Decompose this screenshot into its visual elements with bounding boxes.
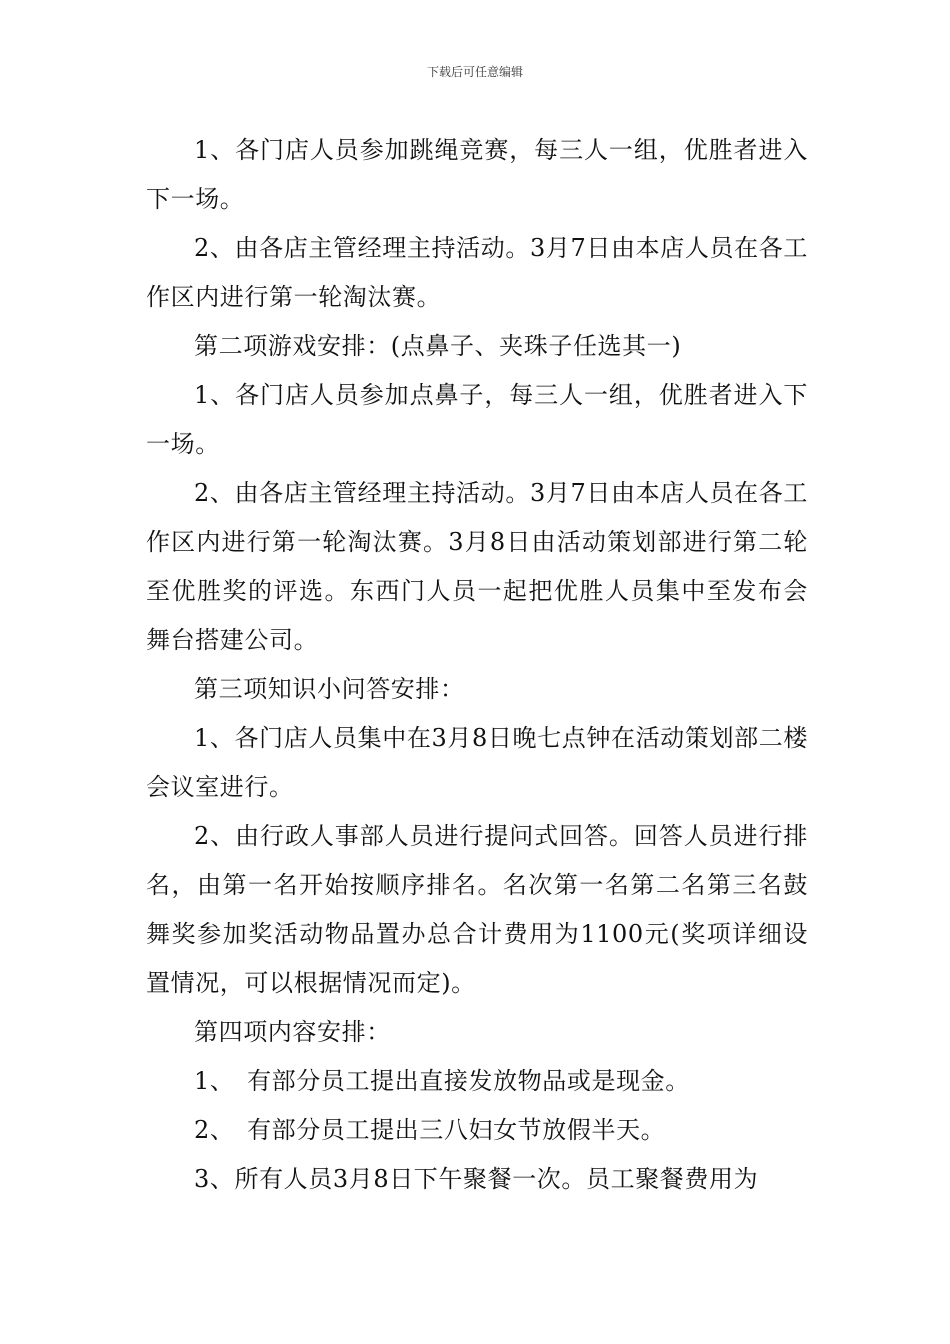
paragraph-quiz-item2: 2、由行政人事部人员进行提问式回答。回答人员进行排名，由第一名开始按顺序排名。名次第一名第二名第三名鼓舞奖参加奖活动物品置办总合计费用为1100元(奖项详细设置情况，可以根据情况而定)。 [146, 822, 808, 997]
section-heading-game2: 第二项游戏安排：(点鼻子、夹珠子任选其一) [194, 332, 682, 360]
paragraph-game1-item2: 2、由各店主管经理主持活动。3月7日由本店人员在各工作区内进行第一轮淘汰赛。 [146, 234, 808, 311]
paragraph-item4-point3: 3、所有人员3月8日下午聚餐一次。员工聚餐费用为 [194, 1165, 759, 1193]
page-header: 下载后可任意编辑 [426, 65, 523, 79]
paragraph-quiz-item1: 1、各门店人员集中在3月8日晚七点钟在活动策划部二楼会议室进行。 [146, 724, 808, 801]
document-body [146, 126, 808, 1204]
paragraph-item4-point1: 1、 有部分员工提出直接发放物品或是现金。 [194, 1067, 690, 1095]
paragraph-game1-item1: 1、各门店人员参加跳绳竞赛，每三人一组，优胜者进入下一场。 [146, 136, 808, 213]
section-heading-item4: 第四项内容安排： [194, 1018, 391, 1046]
section-heading-quiz: 第三项知识小问答安排： [194, 675, 465, 703]
paragraph-game2-item2: 2、由各店主管经理主持活动。3月7日由本店人员在各工作区内进行第一轮淘汰赛。3月8日由活动策划部进行第二轮至优胜奖的评选。东西门人员一起把优胜人员集中至发布会舞台搭建公司。 [146, 479, 808, 654]
paragraph-game2-item1: 1、各门店人员参加点鼻子，每三人一组，优胜者进入下一场。 [146, 381, 808, 458]
paragraph-item4-point2: 2、 有部分员工提出三八妇女节放假半天。 [194, 1116, 666, 1144]
